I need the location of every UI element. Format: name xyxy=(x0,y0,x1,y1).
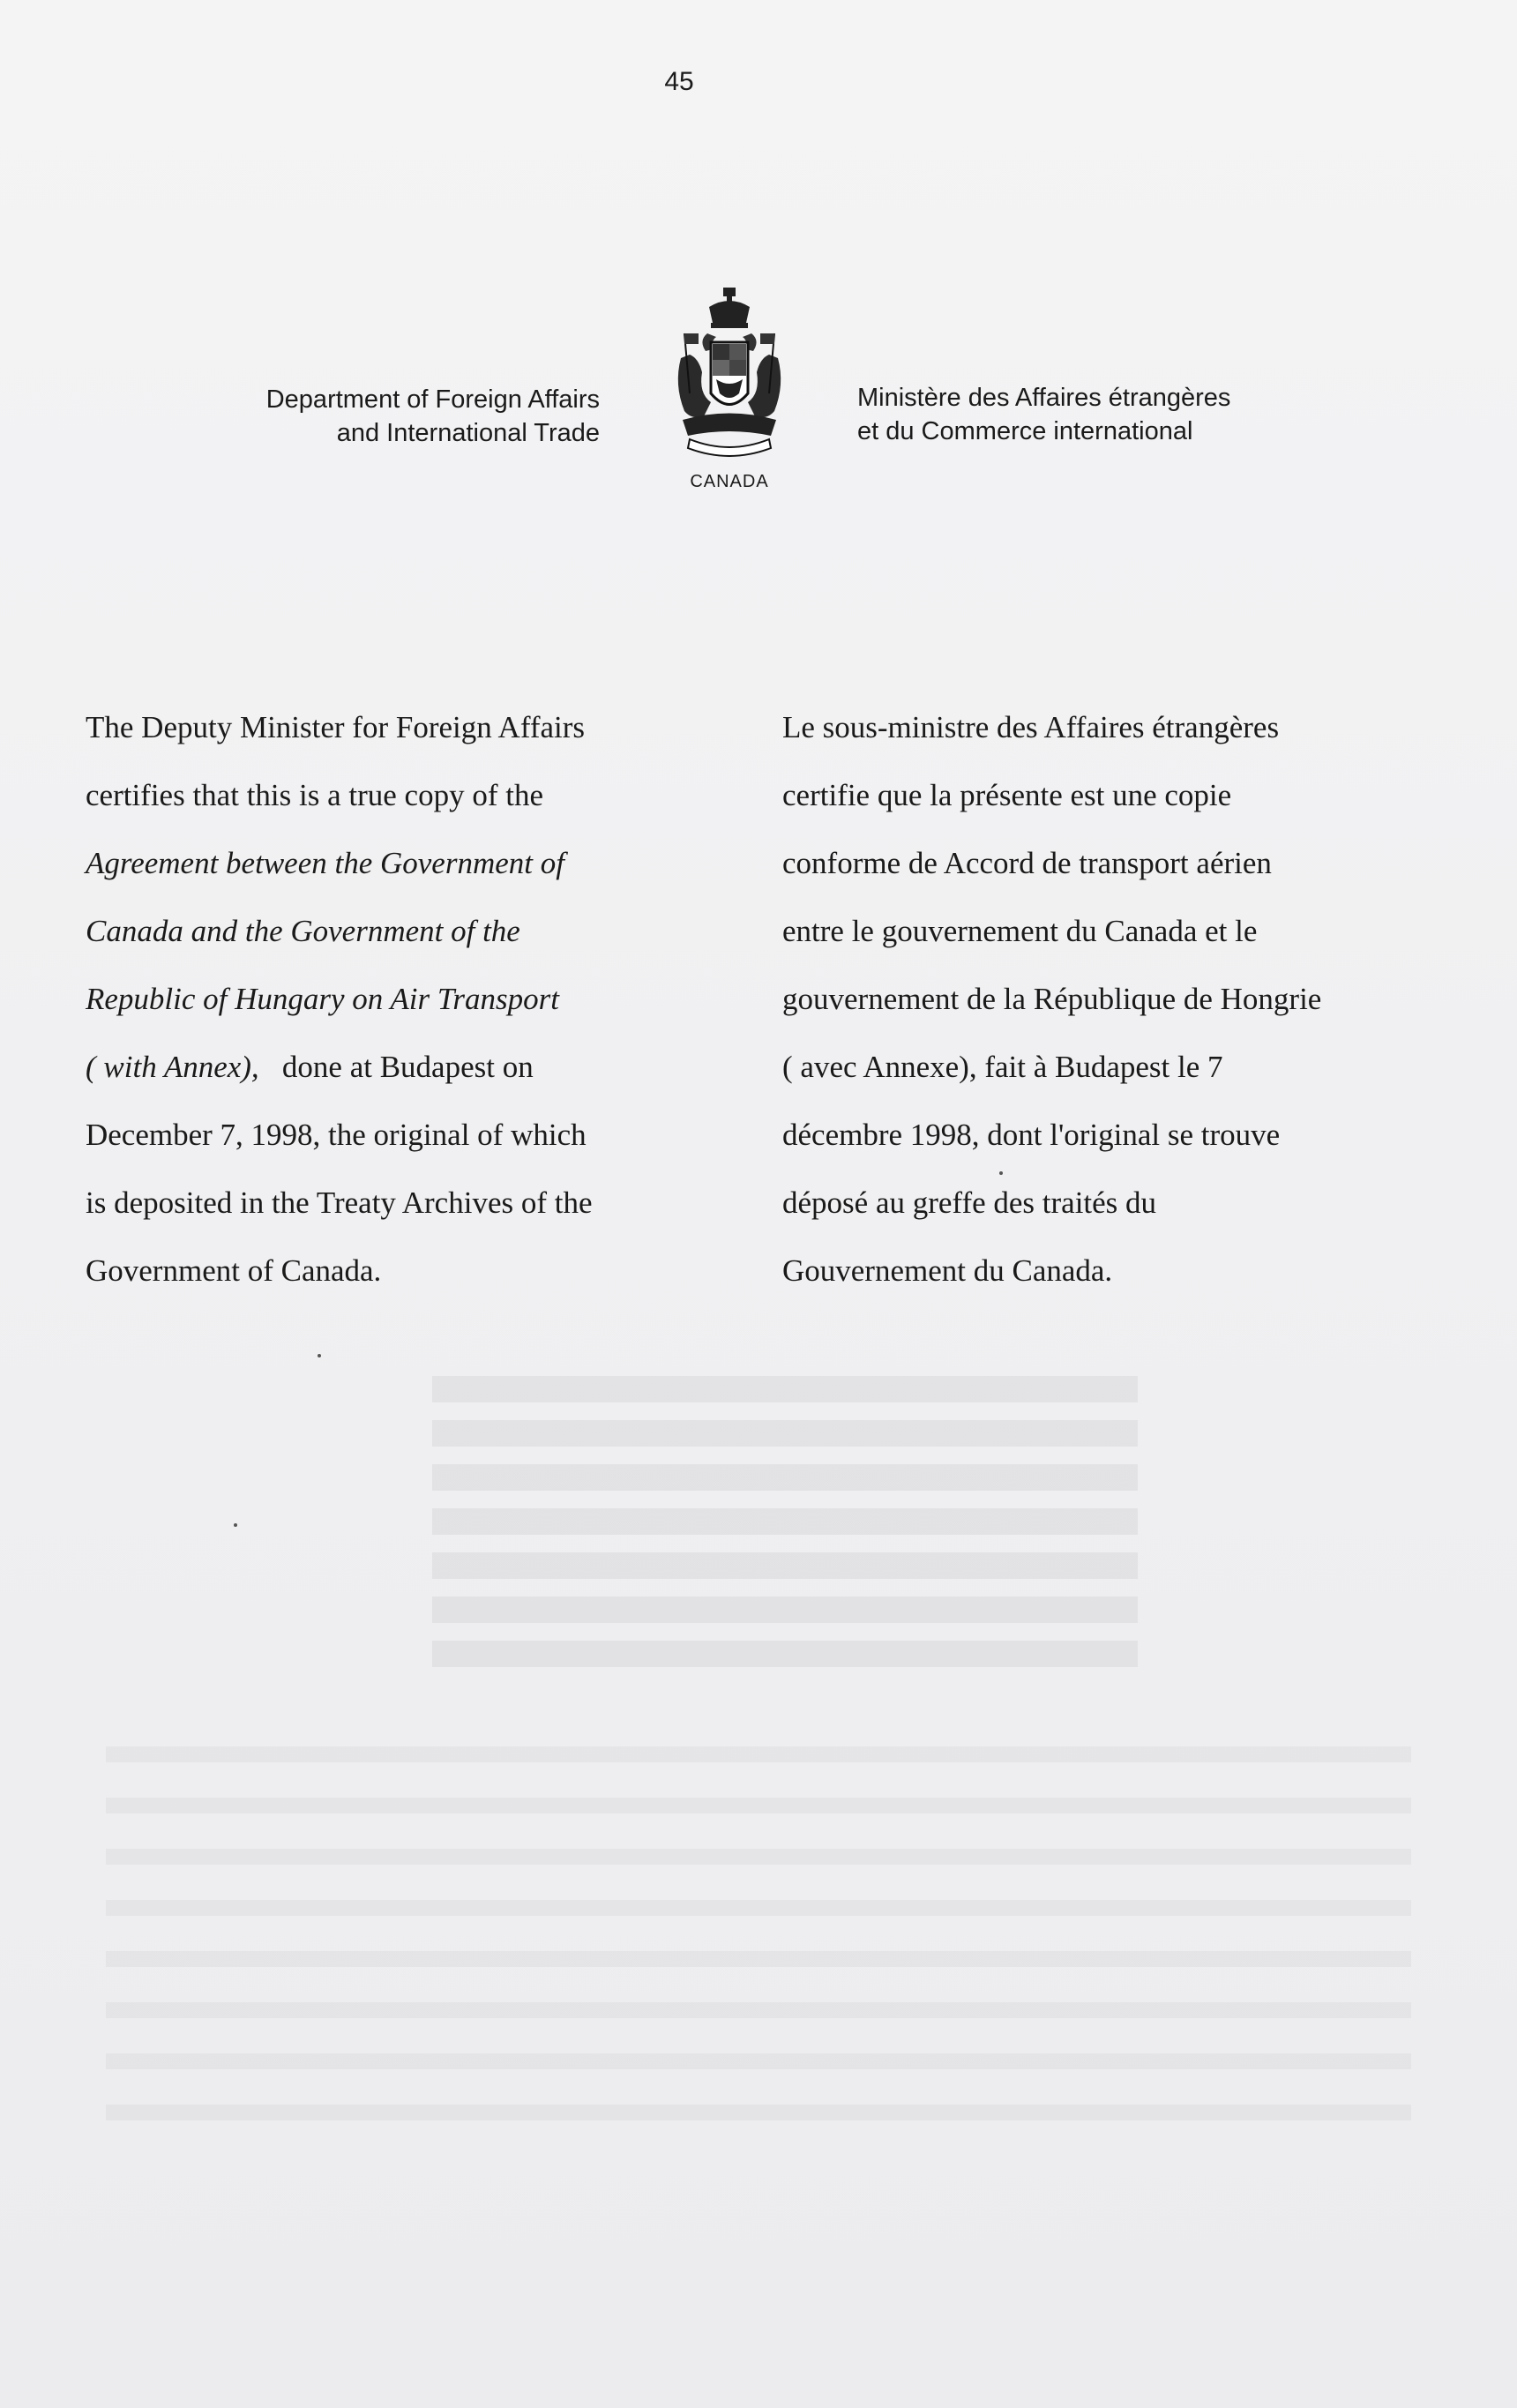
coat-of-arms-icon xyxy=(672,288,787,464)
english-line xyxy=(86,829,738,897)
english-line xyxy=(86,897,738,965)
english-line: Government of Canada. xyxy=(86,1253,382,1288)
agreement-title: Canada and the Government of the xyxy=(86,914,520,948)
letterhead-french xyxy=(857,381,1230,448)
letterhead-french-line-2: et du Commerce international xyxy=(857,417,1193,445)
english-line-text: done at Budapest on xyxy=(281,1050,534,1084)
french-line: Le sous-ministre des Affaires étrangères xyxy=(782,710,1280,744)
english-line xyxy=(86,965,738,1033)
english-line xyxy=(86,1033,738,1101)
french-line: déposé au greffe des traités du xyxy=(782,1185,1157,1220)
french-line: conforme de Accord de transport aérien xyxy=(782,846,1272,880)
agreement-title: Republic of Hungary on Air Transport xyxy=(86,982,560,1016)
french-line: certifie que la présente est une copie xyxy=(782,778,1232,812)
french-line: Gouvernement du Canada. xyxy=(782,1253,1113,1288)
french-line: décembre 1998, dont l'original se trouve xyxy=(782,1118,1281,1152)
scan-speck xyxy=(318,1354,321,1357)
scan-speck xyxy=(999,1171,1003,1175)
english-line: certifies that this is a true copy of the xyxy=(86,778,544,812)
reverse-show-through xyxy=(106,1746,1411,2152)
letterhead-english-line-1: Department of Foreign Affairs xyxy=(265,385,600,414)
letterhead-english xyxy=(266,383,600,450)
agreement-title: Agreement between the Government of xyxy=(86,846,564,880)
english-line: December 7, 1998, the original of which xyxy=(86,1118,587,1152)
english-certification xyxy=(86,693,738,1305)
french-line: entre le gouvernement du Canada et le xyxy=(782,914,1258,948)
french-line: gouvernement de la République de Hongrie xyxy=(782,982,1322,1016)
french-certification xyxy=(782,693,1435,1305)
crest-label: CANADA xyxy=(690,472,769,491)
scan-speck xyxy=(234,1523,237,1527)
letterhead-english-line-2: and International Trade xyxy=(336,419,600,447)
page-number: 45 xyxy=(664,67,694,96)
english-line: The Deputy Minister for Foreign Affairs xyxy=(86,710,586,744)
reverse-show-through xyxy=(432,1376,1138,1711)
agreement-title: ( with Annex), xyxy=(86,1050,259,1084)
english-line: is deposited in the Treaty Archives of the xyxy=(86,1185,593,1220)
letterhead-french-line-1: Ministère des Affaires étrangères xyxy=(857,384,1231,412)
french-line: ( avec Annexe), fait à Budapest le 7 xyxy=(782,1050,1223,1084)
